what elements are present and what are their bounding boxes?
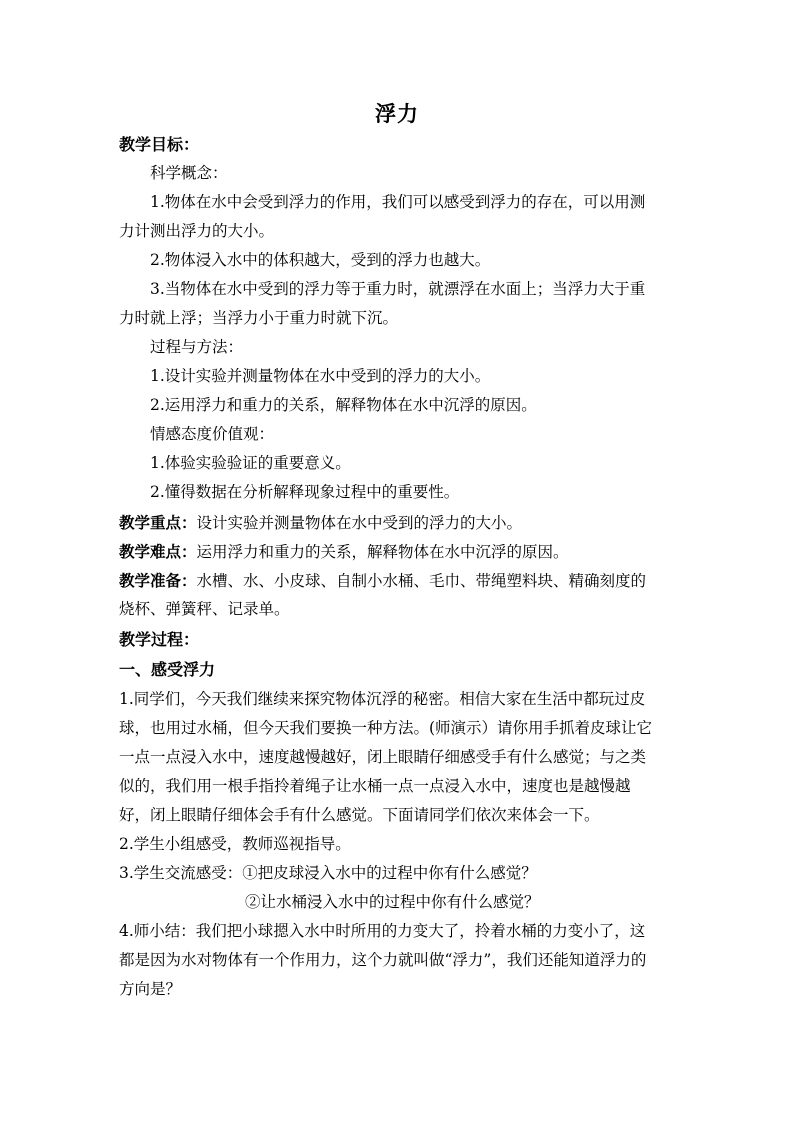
step-1-line-3: 一点一点浸入水中，速度越慢越好，闭上眼睛仔细感受手有什么感觉；与之类 [119,748,647,766]
process-1: 1.设计实验并测量物体在水中受到的浮力的大小。 [150,367,491,385]
concept-1-line-2: 力计测出浮力的大小。 [119,222,275,240]
step-1-line-5: 好，闭上眼睛仔细体会手有什么感觉。下面请同学们依次来体会一下。 [119,806,600,824]
concept-3-line-2: 力时就上浮；当浮力小于重力时就下沉。 [119,309,399,327]
step-4-line-3: 方向是？ [119,980,182,998]
difficulty [119,537,679,567]
step-4-line-1: 4.师小结：我们把小球摁入水中时所用的力变大了，拎着水桶的力变小了，这 [119,922,646,940]
prep-text-line-1: 水槽、水、小皮球、自制小水桶、毛巾、带绳塑料块、精确刻度的 [196,572,647,590]
concept-3-line-1: 3.当物体在水中受到的浮力等于重力时，就漂浮在水面上；当浮力大于重 [150,280,646,298]
key-point-text: 设计实验并测量物体在水中受到的浮力的大小。 [196,514,523,532]
preparation [119,566,679,596]
difficulty-text: 运用浮力和重力的关系，解释物体在水中沉浮的原因。 [196,543,569,561]
step-4-line-2: 都是因为水对物体有一个作用力，这个力就叫做“浮力”，我们还能知道浮力的 [119,951,647,969]
process-heading: 教学过程： [119,630,200,649]
step-2: 2.学生小组感受，教师巡视指导。 [119,835,351,853]
concept-1-line-1: 1.物体在水中会受到浮力的作用，我们可以感受到浮力的存在，可以用测 [150,193,646,211]
step-1-line-1: 1.同学们，今天我们继续来探究物体沉浮的秘密。相信大家在生活中都玩过皮 [119,690,646,708]
attitude-2: 2.懂得数据在分析解释现象过程中的重要性。 [150,483,460,501]
step-3-line-2: ②让水桶浸入水中的过程中你有什么感觉？ [245,893,540,911]
section-1-heading: 一、感受浮力 [119,660,216,679]
step-1-line-2: 球，也用过水桶，但今天我们要换一种方法。(师演示）请你用手抓着皮球让它 [119,719,653,737]
attitude-label: 情感态度价值观： [150,425,275,443]
page-title: 浮力 [375,101,419,126]
key-point [119,508,679,538]
concept-2: 2.物体浸入水中的体积越大，受到的浮力也越大。 [150,251,491,269]
step-3-line-1: 3.学生交流感受：①把皮球浸入水中的过程中你有什么感觉？ [119,864,537,882]
key-point-label: 教学重点： [119,513,197,532]
step-1-line-4: 似的，我们用一根手指拎着绳子让水桶一点一点浸入水中，速度也是越慢越 [119,777,631,795]
attitude-1: 1.体验实验验证的重要意义。 [150,454,351,472]
prep-label: 教学准备： [119,571,197,590]
difficulty-label: 教学难点： [119,542,197,561]
process-2: 2.运用浮力和重力的关系，解释物体在水中沉浮的原因。 [150,396,537,414]
objectives-heading: 教学目标： [119,135,200,154]
prep-text-line-2: 烧杯、弹簧秤、记录单。 [119,600,290,618]
concepts-label: 科学概念： [150,164,228,182]
process-label: 过程与方法： [150,338,244,356]
